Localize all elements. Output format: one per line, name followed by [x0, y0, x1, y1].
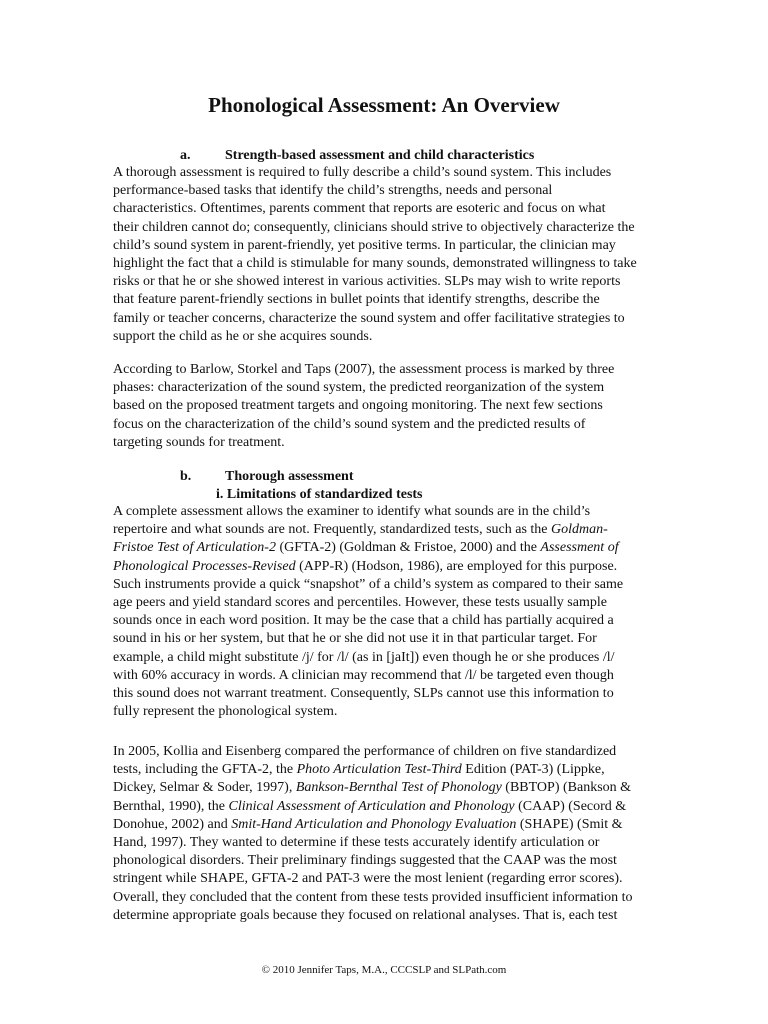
- text-line: determine appropriate goals because they focused on relational analyses. That is, each test: [113, 907, 618, 923]
- text-line: age peers and yield standard scores and percentiles. However, these tests usually sample: [113, 595, 607, 611]
- text-line: fully represent the phonological system.: [113, 704, 338, 720]
- text-line: that feature parent-friendly sections in bullet points that identify strengths, describe the: [113, 292, 600, 308]
- section-a-title: Strength-based assessment and child characteristics: [225, 148, 535, 163]
- text-line: sounds once in each word position. It may be the case that a child has partially acquired a: [113, 613, 614, 629]
- section-b-subheading: i. Limitations of standardized tests: [216, 487, 423, 502]
- italic-test-name: Assessment of: [540, 540, 619, 556]
- text-line: According to Barlow, Storkel and Taps (2007), the assessment process is marked by three: [113, 362, 615, 377]
- section-a-heading: [180, 148, 534, 164]
- section-b-paragraph-2: [113, 743, 683, 925]
- text-line: characteristics. Oftentimes, parents comment that reports are esoteric and focus on what: [113, 201, 606, 217]
- italic-test-name: Clinical Assessment of Articulation and Phonology: [228, 798, 515, 814]
- text-line: their children cannot do; consequently, clinicians should strive to objectively characterize the: [113, 219, 635, 235]
- page-title: Phonological Assessment: An Overview: [208, 93, 560, 117]
- italic-test-name: Smit-Hand Articulation and Phonology Evaluation: [231, 816, 517, 832]
- text-line: In 2005, Kollia and Eisenberg compared the performance of children on five standardized: [113, 744, 617, 759]
- text-line: phonological disorders. Their preliminary findings suggested that the CAAP was the most: [113, 853, 617, 869]
- text-line: child’s sound system in parent-friendly, yet positive terms. In particular, the clinician may: [113, 237, 616, 253]
- text-line: tests, including the GFTA-2, the Photo Articulation Test-Third Edition (PAT-3) (Lippke,: [113, 762, 605, 778]
- section-b-number: b.: [180, 469, 192, 484]
- text-line: targeting sounds for treatment.: [113, 434, 285, 450]
- text-line: A complete assessment allows the examiner to identify what sounds are in the child’s: [113, 504, 591, 519]
- text-line: sound in his or her system, but that he or she did not use it in that particular target. For: [113, 631, 597, 647]
- italic-test-name: Phonological Processes-Revised: [113, 558, 296, 574]
- text-line: highlight the fact that a child is stimulable for many sounds, demonstrated willingness to take: [113, 256, 637, 272]
- italic-test-name: Photo Articulation Test-Third: [296, 762, 462, 778]
- text-line: Hand, 1997). They wanted to determine if these tests accurately identify articulation or: [113, 835, 600, 851]
- italic-test-name: Goldman-: [551, 522, 608, 538]
- italic-test-name: Fristoe Test of Articulation-2: [113, 540, 276, 556]
- text-line: risks or that he or she showed interest in various activities. SLPs may wish to write reports: [113, 274, 621, 290]
- text-line: Donohue, 2002) and Smit-Hand Articulation and Phonology Evaluation (SHAPE) (Smit &: [113, 816, 623, 832]
- section-b-paragraph-1: [113, 503, 683, 721]
- text-line: stringent while SHAPE, GFTA-2 and PAT-3 were the most lenient (regarding error scores).: [113, 871, 623, 887]
- section-a-paragraph-2: [113, 361, 683, 452]
- text-line: Such instruments provide a quick “snapshot” of a child’s system as compared to their same: [113, 576, 624, 592]
- text-line: this sound does not warrant treatment. Consequently, SLPs cannot use this information to: [113, 686, 614, 702]
- text-line: support the child as he or she acquires sounds.: [113, 328, 373, 344]
- text-line: phases: characterization of the sound system, the predicted reorganization of the system: [113, 380, 605, 396]
- text-line: family or teacher concerns, characterize the sound system and offer facilitative strategies to: [113, 310, 625, 326]
- page-footer: © 2010 Jennifer Taps, M.A., CCCSLP and SLPath.com: [261, 964, 507, 976]
- section-a-paragraph-1: [113, 164, 683, 346]
- section-b-heading: [180, 469, 354, 485]
- text-line: A thorough assessment is required to fully describe a child’s sound system. This includes: [113, 165, 612, 180]
- text-line: Bernthal, 1990), the Clinical Assessment of Articulation and Phonology (CAAP) (Secord &: [113, 798, 627, 814]
- section-b-title: Thorough assessment: [225, 469, 354, 484]
- italic-test-name: Bankson-Bernthal Test of Phonology: [295, 780, 502, 796]
- text-line: focus on the characterization of the child’s sound system and the predicted results of: [113, 416, 586, 432]
- section-a-number: a.: [180, 148, 191, 163]
- text-line: Fristoe Test of Articulation-2 (GFTA-2) (Goldman & Fristoe, 2000) and the Assessment of: [113, 540, 619, 556]
- text-line: with 60% accuracy in words. A clinician may recommend that /l/ be targeted even though: [113, 667, 614, 683]
- text-line: Phonological Processes-Revised (APP-R) (Hodson, 1986), are employed for this purpose.: [113, 558, 618, 574]
- text-line: Overall, they concluded that the content from these tests provided insufficient information to: [113, 889, 633, 905]
- text-line: based on the proposed treatment targets and ongoing monitoring. The next few sections: [113, 398, 603, 414]
- text-line: performance-based tasks that identify the child’s strengths, needs and personal: [113, 183, 553, 199]
- text-line: example, a child might substitute /j/ for /l/ (as in [jaIt]) even though he or she produces /l/: [113, 649, 615, 665]
- text-line: repertoire and what sounds are not. Frequently, standardized tests, such as the Goldman-: [113, 522, 608, 538]
- text-line: Dickey, Selmar & Soder, 1997), Bankson-Bernthal Test of Phonology (BBTOP) (Bankson &: [113, 780, 632, 796]
